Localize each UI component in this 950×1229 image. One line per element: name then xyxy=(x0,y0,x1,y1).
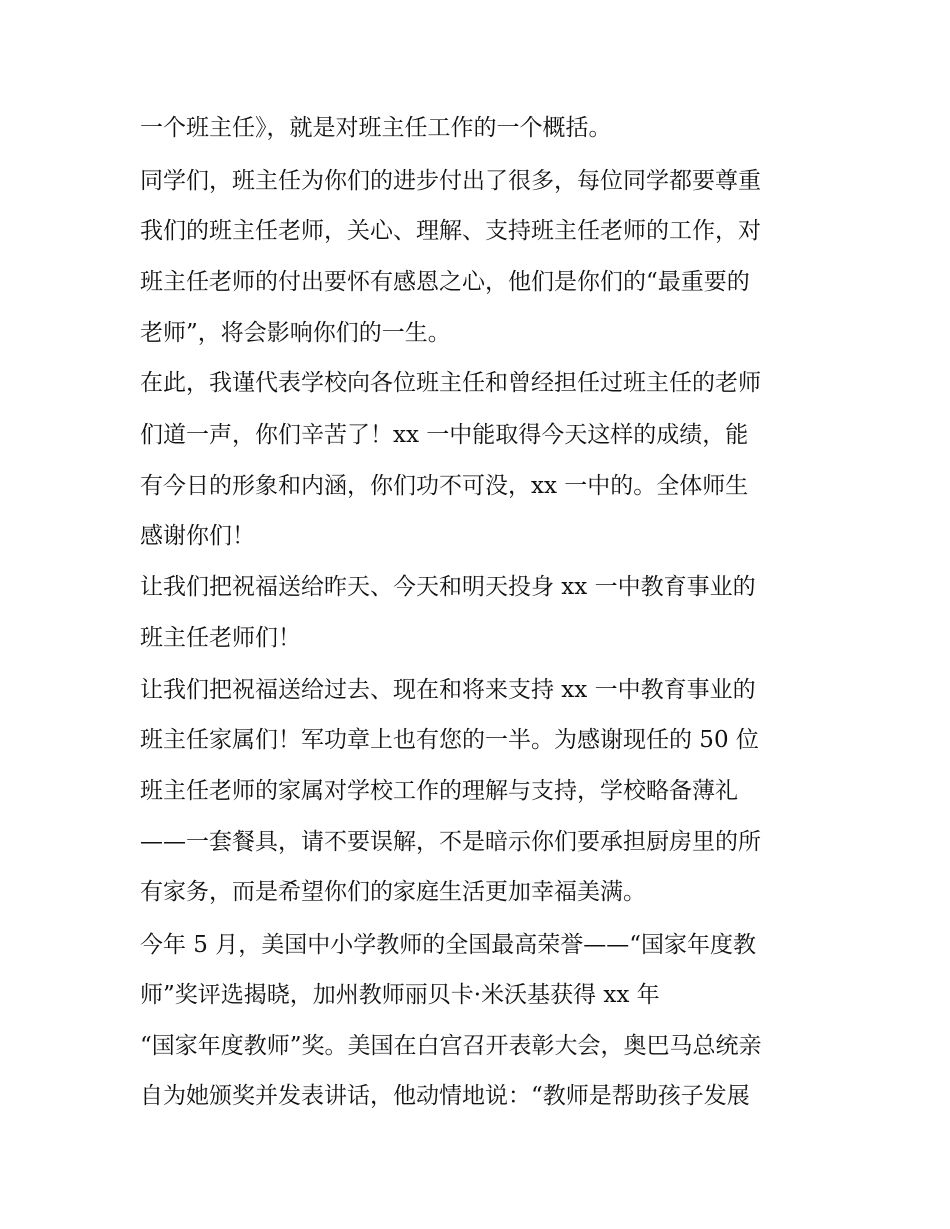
text-line: “国家年度教师”奖。美国在白宫召开表彰大会，奥巴马总统亲 xyxy=(140,1033,762,1059)
text-line: 让我们把祝福送给过去、现在和将来支持 xx 一中教育事业的 xyxy=(140,677,756,703)
text-line: 感谢你们！ xyxy=(140,523,255,549)
text-line: 师”奖评选揭晓，加州教师丽贝卡·米沃基获得 xx 年 xyxy=(140,982,660,1008)
text-line: 们道一声，你们辛苦了！xx 一中能取得今天这样的成绩，能 xyxy=(140,422,749,448)
text-line: 班主任老师的家属对学校工作的理解与支持，学校略备薄礼 xyxy=(140,778,738,804)
text-line: 今年 5 月，美国中小学教师的全国最高荣誉——“国家年度教 xyxy=(140,932,757,958)
text-line: 有今日的形象和内涵，你们功不可没，xx 一中的。全体师生 xyxy=(140,473,749,499)
text-line: 班主任老师们！ xyxy=(140,625,301,651)
text-line: 自为她颁奖并发表讲话，他动情地说：“教师是帮助孩子发展 xyxy=(140,1083,750,1109)
text-line: 老师”，将会影响你们的一生。 xyxy=(140,320,451,346)
text-line: 在此，我谨代表学校向各位班主任和曾经担任过班主任的老师 xyxy=(140,370,761,396)
text-line: 班主任家属们！军功章上也有您的一半。为感谢现任的 50 位 xyxy=(140,727,759,753)
text-line: 班主任老师的付出要怀有感恩之心，他们是你们的“最重要的 xyxy=(140,269,750,295)
text-line: 同学们，班主任为你们的进步付出了很多，每位同学都要尊重 xyxy=(140,168,761,194)
text-line: 我们的班主任老师，关心、理解、支持班主任老师的工作，对 xyxy=(140,218,761,244)
text-line: 一个班主任》，就是对班主任工作的一个概括。 xyxy=(140,115,612,141)
text-line: ——一套餐具，请不要误解，不是暗示你们要承担厨房里的所 xyxy=(140,829,761,855)
text-line: 有家务，而是希望你们的家庭生活更加幸福美满。 xyxy=(140,879,646,905)
text-line: 让我们把祝福送给昨天、今天和明天投身 xx 一中教育事业的 xyxy=(140,574,756,600)
